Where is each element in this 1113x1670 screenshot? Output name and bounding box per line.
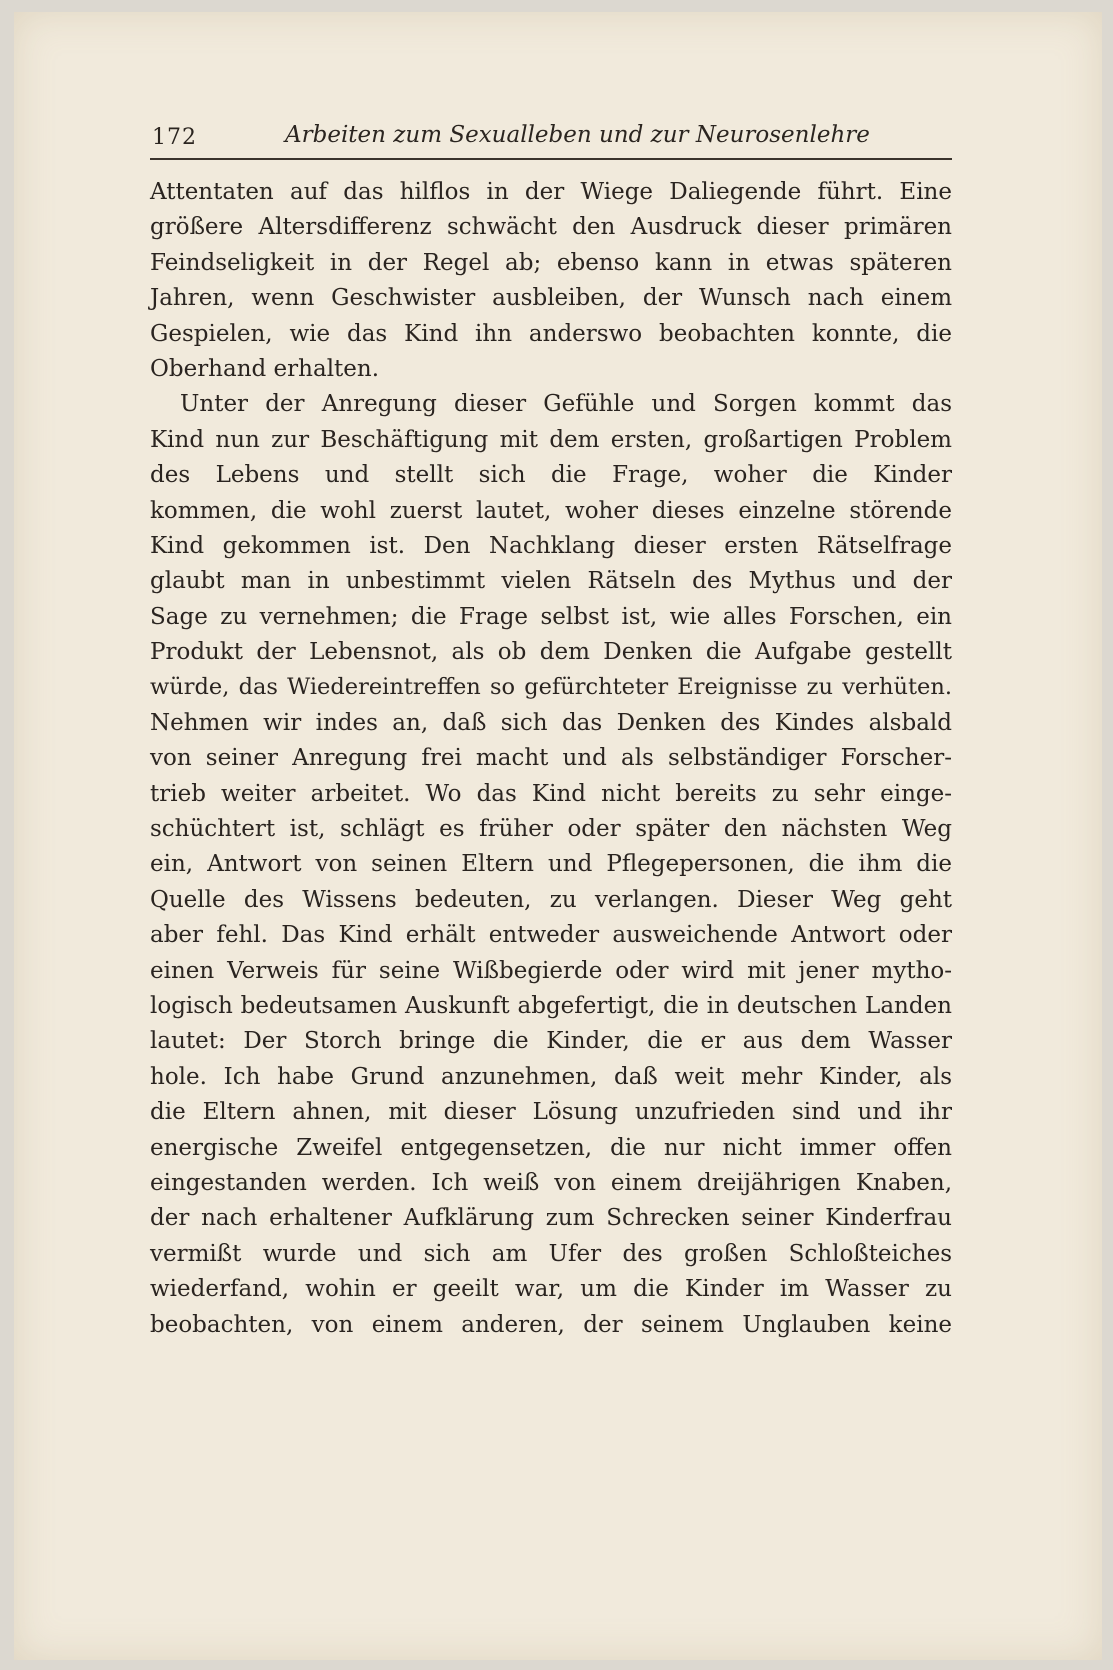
- text-line: Gespielen, wie das Kind ihn anderswo beobachten konnte, die: [150, 320, 952, 347]
- text-line: des Lebens und stellt sich die Frage, woher die Kinder: [150, 462, 952, 489]
- text-line: die Eltern ahnen, mit dieser Lösung unzufrieden sind und ihr: [150, 1099, 952, 1126]
- running-title: Arbeiten zum Sexualleben und zur Neurosenlehre: [285, 122, 870, 148]
- text-line: schüchtert ist, schlägt es früher oder später den nächsten Weg: [150, 816, 952, 843]
- text-line: Feindseligkeit in der Regel ab; ebenso kann in etwas späteren: [150, 249, 952, 276]
- text-line: Attentaten auf das hilflos in der Wiege Daliegende führt. Eine: [150, 179, 952, 205]
- text-line: Kind gekommen ist. Den Nachklang dieser ersten Rätselfrage: [150, 532, 952, 559]
- text-line: Produkt der Lebensnot, als ob dem Denken die Aufgabe gestellt: [150, 639, 952, 666]
- text-line: hole. Ich habe Grund anzunehmen, daß weit mehr Kinder, als: [150, 1063, 952, 1090]
- text-line: würde, das Wiedereintreffen so gefürchteter Ereignisse zu verhüten.: [150, 674, 952, 701]
- text-line: Jahren, wenn Geschwister ausbleiben, der Wunsch nach einem: [150, 285, 952, 312]
- page-number: 172: [152, 125, 197, 150]
- text-line: wiederfand, wohin er geeilt war, um die Kinder im Wasser zu: [150, 1276, 952, 1303]
- text-line: trieb weiter arbeitet. Wo das Kind nicht bereits zu sehr einge-: [150, 780, 952, 807]
- text-line: der nach erhaltener Aufklärung zum Schrecken seiner Kinderfrau: [150, 1205, 952, 1232]
- text-line: Oberhand erhalten.: [150, 355, 380, 382]
- text-line: energische Zweifel entgegensetzen, die nur nicht immer offen: [150, 1134, 952, 1161]
- text-line: Nehmen wir indes an, daß sich das Denken des Kindes alsbald: [150, 709, 952, 736]
- text-line: Sage zu vernehmen; die Frage selbst ist, wie alles Forschen, ein: [150, 603, 952, 630]
- text-line: ein, Antwort von seinen Eltern und Pflegepersonen, die ihm die: [150, 851, 952, 878]
- text-line: lautet: Der Storch bringe die Kinder, die er aus dem Wasser: [150, 1028, 952, 1055]
- text-line: vermißt wurde und sich am Ufer des großen Schloßteiches: [150, 1240, 952, 1267]
- text-line: eingestanden werden. Ich weiß von einem dreijährigen Knaben,: [150, 1169, 952, 1196]
- text-line: kommen, die wohl zuerst lautet, woher dieses einzelne störende: [150, 497, 952, 524]
- text-line: Kind nun zur Beschäftigung mit dem ersten, großartigen Problem: [150, 426, 952, 453]
- text-line: beobachten, von einem anderen, der seinem Unglauben keine: [150, 1311, 952, 1338]
- text-line: aber fehl. Das Kind erhält entweder ausweichende Antwort oder: [150, 922, 952, 949]
- text-line: Unter der Anregung dieser Gefühle und Sorgen kommt das: [180, 391, 952, 418]
- page-header: [150, 118, 952, 160]
- text-line: größere Altersdifferenz schwächt den Ausdruck dieser primären: [150, 214, 952, 241]
- text-line: logisch bedeutsamen Auskunft abgefertigt, die in deutschen Landen: [150, 992, 952, 1019]
- text-line: glaubt man in unbestimmt vielen Rätseln des Mythus und der: [150, 568, 952, 595]
- body-text: [150, 175, 952, 1343]
- text-line: Quelle des Wissens bedeuten, zu verlangen. Dieser Weg geht: [150, 886, 952, 913]
- text-line: von seiner Anregung frei macht und als selbständiger Forscher-: [150, 745, 952, 772]
- text-line: einen Verweis für seine Wißbegierde oder wird mit jener mytho-: [150, 957, 952, 984]
